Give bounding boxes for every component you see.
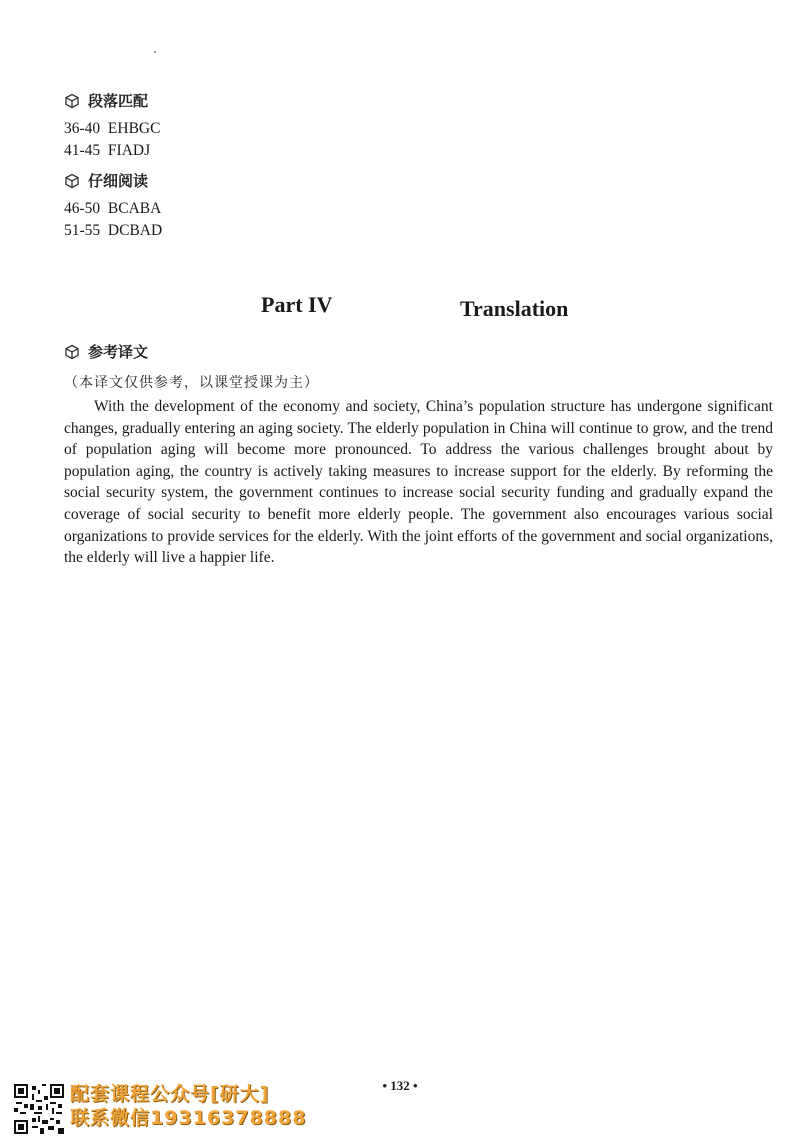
cube-icon [64,93,80,109]
section-heading-label: 段落匹配 [88,92,149,110]
qr-code-icon [14,1084,64,1134]
section-heading-paragraph-matching [64,90,148,111]
translation-paragraph: With the development of the economy and society, China’s population structure has undergone significant changes, gradually entering an aging society. The elderly population in China will continue to grow, and the trend of population aging will become more pronounced. To address the various challenges brought about by population aging, the country is actively taking measures to increase support for the elderly. By reforming the social security system, the government continues to increase social security funding and gradually expand the coverage of social security to benefit more elderly people. The government also encourages various social organizations to provide services for the elderly. With the joint efforts of the government and social organizations, the elderly will live a happier life. [64,398,773,567]
section-heading-reference-translation [64,341,148,362]
part-title: Translation [460,296,569,321]
cube-icon [64,344,80,360]
page-number: • 132 • [382,1078,418,1093]
answer-line: 46-50 BCABA [64,200,162,217]
answer-line: 36-40 EHBGC [64,120,161,137]
watermark-line: 联系微信19316378888 [70,1107,307,1129]
cube-icon [64,173,80,189]
section-heading-label: 参考译文 [88,343,149,361]
scan-speck [154,51,156,53]
translation-note: （本译文仅供参考，以课堂授课为主） [64,375,319,391]
answer-line: 51-55 DCBAD [64,222,163,239]
section-heading-careful-reading [64,170,148,191]
part-number: Part IV [261,292,333,317]
section-heading-label: 仔细阅读 [88,172,149,190]
watermark-line: 配套课程公众号[研大] [70,1083,270,1105]
watermark [70,1082,306,1130]
answer-line: 41-45 FIADJ [64,142,151,159]
